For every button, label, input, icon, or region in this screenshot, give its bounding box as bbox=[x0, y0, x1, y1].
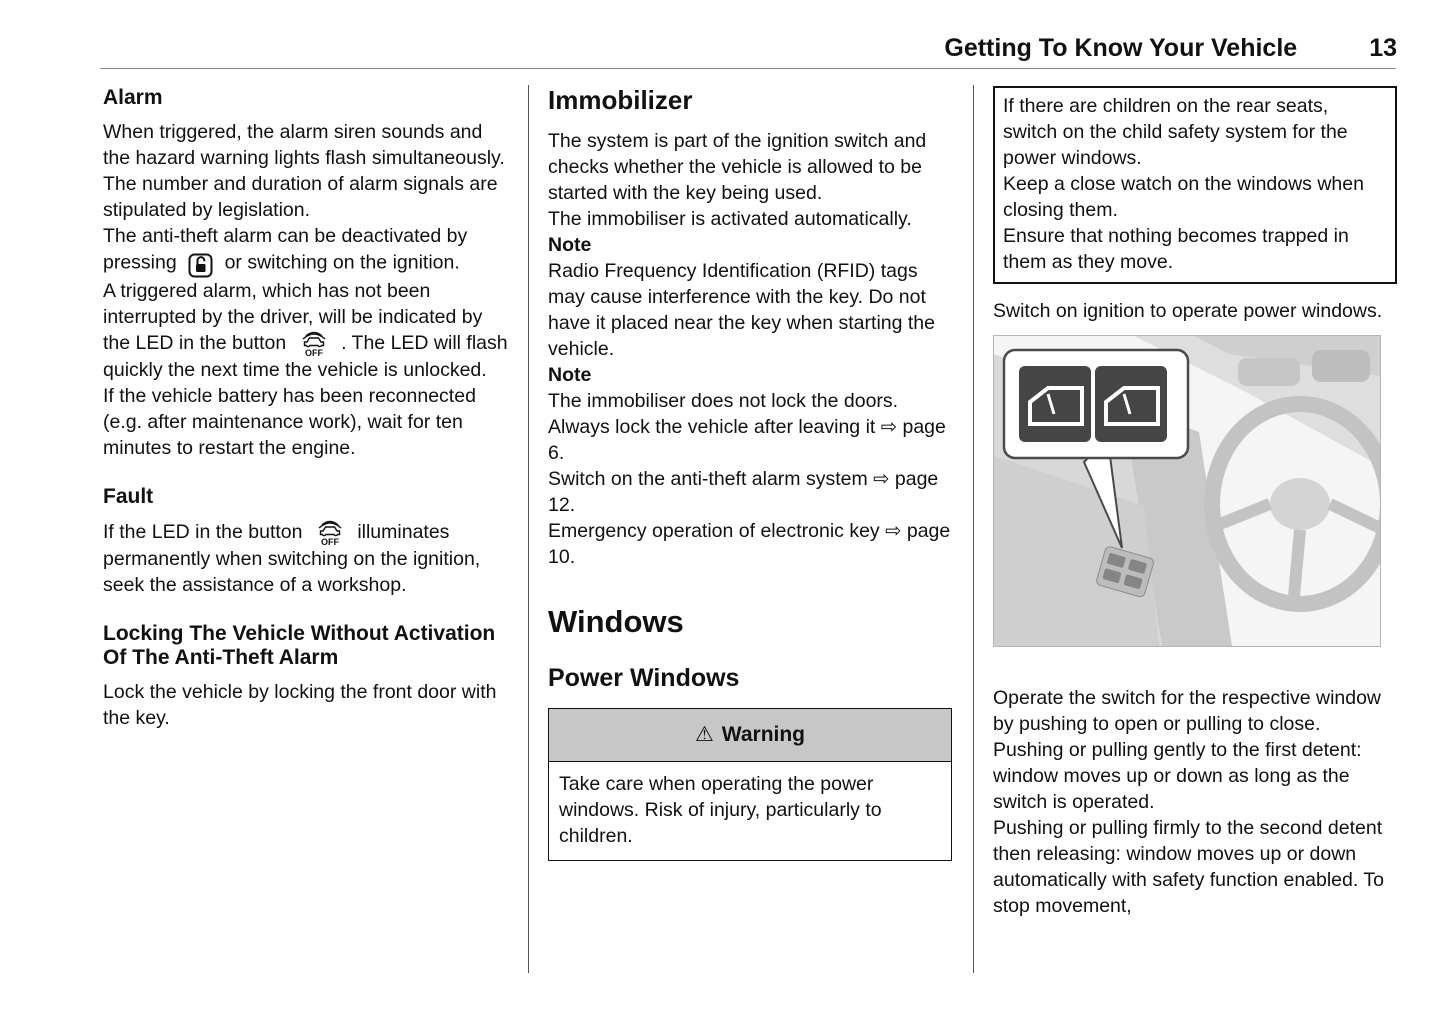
svg-text:OFF: OFF bbox=[304, 348, 323, 358]
ignition-paragraph: Switch on ignition to operate power windows. bbox=[993, 300, 1383, 322]
warning-box bbox=[548, 708, 952, 861]
text-run: . The LED will flash quickly the next time the vehicle is unlocked. bbox=[103, 332, 508, 382]
alarm-heading: Alarm bbox=[103, 86, 163, 109]
power-windows-heading: Power Windows bbox=[548, 663, 740, 692]
alarm-paragraph-1: When triggered, the alarm siren sounds and the hazard warning lights flash simultaneously. The number and duration of alarm signals are stipulated by legislation. bbox=[103, 121, 505, 222]
column-divider-left bbox=[528, 85, 529, 973]
text-run: The anti-theft alarm can be deactivated by pressing bbox=[103, 225, 468, 274]
alarm-paragraph-3 bbox=[103, 278, 511, 383]
text-run: If the LED in the button bbox=[103, 520, 303, 543]
caution-box bbox=[993, 86, 1397, 284]
column-left bbox=[103, 86, 511, 731]
locking-paragraph: Lock the vehicle by locking the front door with the key. bbox=[103, 681, 497, 730]
first-detent-paragraph: Pushing or pulling gently to the first detent: window moves up or down as long as the switch is operated. bbox=[993, 739, 1362, 813]
unlock-button-icon bbox=[188, 249, 213, 278]
warning-body: Take care when operating the power windows. Risk of injury, particularly to children. bbox=[548, 762, 952, 861]
anti-theft-alarm-off-button-icon bbox=[298, 330, 330, 357]
page-reference-electronic-key: Emergency operation of electronic key ⇨ page 10. bbox=[548, 519, 951, 568]
svg-text:OFF: OFF bbox=[320, 536, 339, 546]
operate-switch-paragraph: Operate the switch for the respective window by pushing to open or pulling to close. bbox=[993, 687, 1382, 735]
immobilizer-paragraph-2: The immobiliser is activated automatically. bbox=[548, 207, 912, 230]
text-run: illuminates permanently when switching on the ignition, seek the assistance of a workshop. bbox=[103, 520, 481, 596]
caution-paragraph-1: If there are children on the rear seats, switch on the child safety system for the power windows. bbox=[1003, 95, 1348, 169]
header-title: Getting To Know Your Vehicle bbox=[944, 34, 1298, 62]
note-paragraph-2: The immobiliser does not lock the doors. Always lock the vehicle after leaving it ⇨ page 6. bbox=[548, 389, 946, 464]
caution-paragraph-3: Ensure that nothing becomes trapped in them as they move. bbox=[1003, 225, 1349, 273]
alarm-paragraph-4: If the vehicle battery has been reconnected (e.g. after maintenance work), wait for ten minutes to restart the engine. bbox=[103, 385, 476, 460]
warning-header bbox=[548, 708, 952, 762]
column-right bbox=[993, 86, 1397, 919]
note-label: Note bbox=[548, 233, 592, 256]
warning-title: Warning bbox=[721, 723, 806, 747]
warning-triangle-icon: ⚠ bbox=[694, 723, 714, 747]
caution-paragraph-2: Keep a close watch on the windows when closing them. bbox=[1003, 173, 1364, 221]
column-divider-right bbox=[973, 85, 974, 973]
windows-heading: Windows bbox=[548, 603, 684, 639]
note-paragraph-1: Radio Frequency Identification (RFID) tags may cause interference with the key. Do not have it placed near the key when starting the vehicle. bbox=[548, 259, 935, 360]
text-run: A triggered alarm, which has not been interrupted by the driver, will be indicated by the LED in the button bbox=[103, 280, 483, 355]
immobilizer-paragraph-1: The system is part of the ignition switch and checks whether the vehicle is allowed to be started with the key being used. bbox=[548, 129, 927, 204]
page-number: 13 bbox=[1369, 34, 1397, 62]
page-header bbox=[100, 34, 1397, 63]
column-middle bbox=[548, 86, 958, 861]
fault-heading: Fault bbox=[103, 485, 154, 509]
second-detent-paragraph: Pushing or pulling firmly to the second detent then releasing: window moves up or down automatically with safety function enabled. To stop movement, bbox=[993, 817, 1384, 917]
power-window-switches-illustration bbox=[993, 335, 1381, 647]
alarm-paragraph-2 bbox=[103, 223, 511, 278]
page-reference-anti-theft: Switch on the anti-theft alarm system ⇨ page 12. bbox=[548, 467, 939, 516]
note-label: Note bbox=[548, 363, 592, 386]
locking-heading: Locking The Vehicle Without Activation Of The Anti-Theft Alarm bbox=[103, 621, 496, 670]
text-run: or switching on the ignition. bbox=[224, 251, 460, 274]
anti-theft-alarm-off-button-icon bbox=[314, 519, 346, 546]
immobilizer-heading: Immobilizer bbox=[548, 85, 693, 115]
header-rule bbox=[100, 68, 1396, 69]
fault-paragraph bbox=[103, 519, 511, 598]
